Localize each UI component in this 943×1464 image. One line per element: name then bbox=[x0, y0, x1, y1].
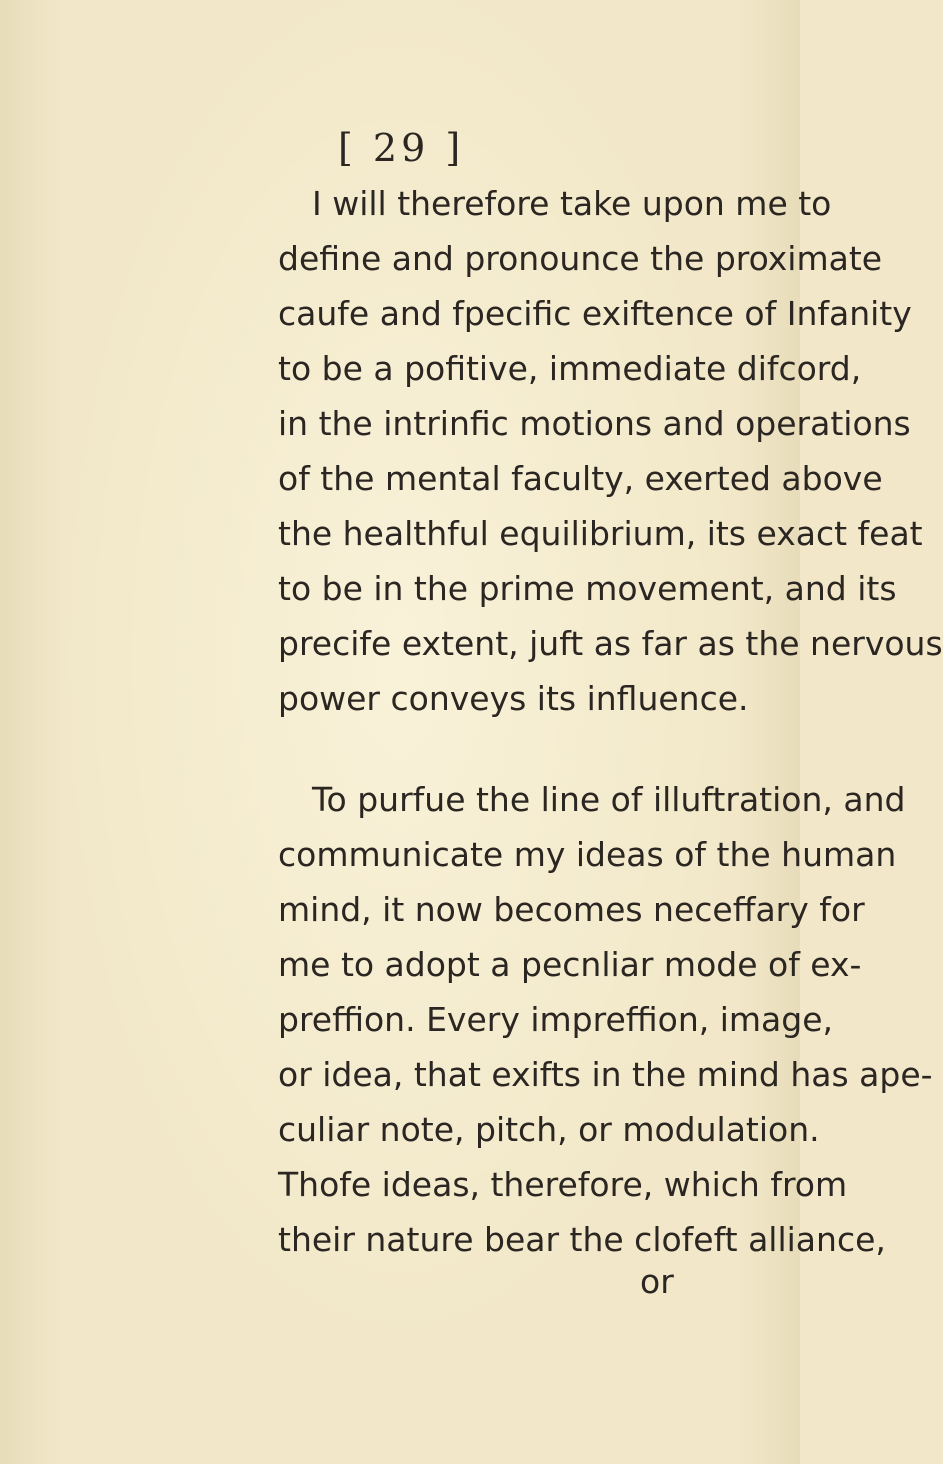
text-line: to be in the prime movement, and its bbox=[278, 569, 897, 608]
text-line: To purfue the line of illuftration, and bbox=[312, 780, 906, 819]
text-line: preffion. Every impreffion, image, bbox=[278, 1000, 834, 1039]
text-line: precife extent, juft as far as the nervous bbox=[278, 624, 943, 663]
text-line: of the mental faculty, exerted above bbox=[278, 459, 883, 498]
text-line: or idea, that exifts in the mind has ape- bbox=[278, 1055, 933, 1094]
text-line: communicate my ideas of the human bbox=[278, 835, 897, 874]
text-line: I will therefore take upon me to bbox=[312, 184, 832, 223]
text-line: Thofe ideas, therefore, which from bbox=[278, 1165, 848, 1204]
text-line: culiar note, pitch, or modulation. bbox=[278, 1110, 820, 1149]
text-line: in the intrinfic motions and operations bbox=[278, 404, 911, 443]
text-line: their nature bear the clofeft alliance, bbox=[278, 1220, 886, 1259]
text-line: power conveys its influence. bbox=[278, 679, 749, 718]
page-number: [ 29 ] bbox=[338, 126, 465, 170]
text-line: to be a pofitive, immediate difcord, bbox=[278, 349, 862, 388]
text-line: caufe and fpecific exiftence of Infanity bbox=[278, 294, 912, 333]
text-line: the healthful equilibrium, its exact feat bbox=[278, 514, 923, 553]
text-line: mind, it now becomes neceffary for bbox=[278, 890, 865, 929]
catchword: or bbox=[640, 1262, 674, 1301]
text-line: me to adopt a pecnliar mode of ex- bbox=[278, 945, 862, 984]
text-line: define and pronounce the proximate bbox=[278, 239, 883, 278]
